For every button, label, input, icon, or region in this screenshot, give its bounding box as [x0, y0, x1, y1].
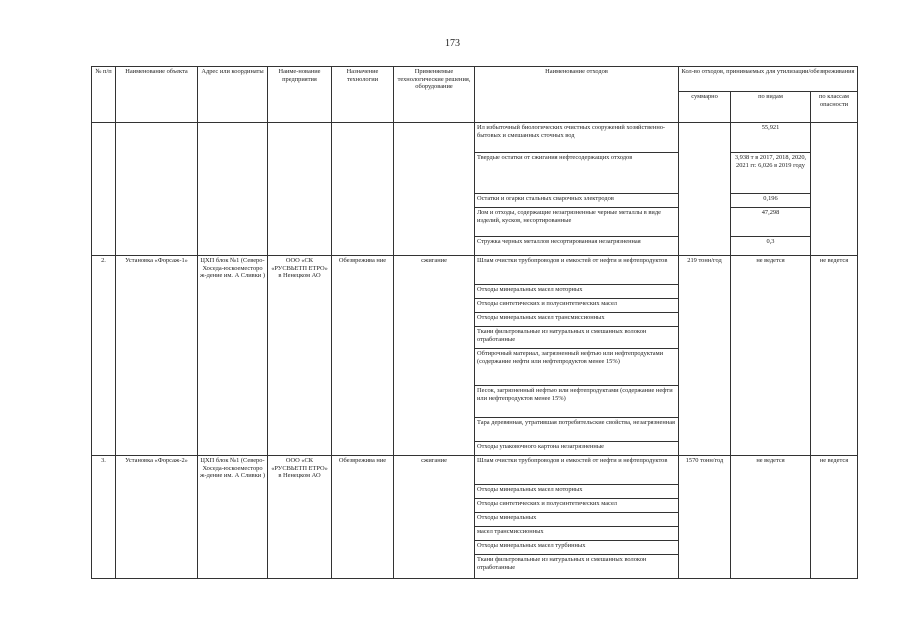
empty-num-cell: [92, 123, 116, 256]
entry-tech-cell: сжигание: [394, 256, 475, 456]
header-waste: Наименование отходов: [475, 67, 679, 123]
waste-name-cell: масел трансмиссионных: [475, 527, 679, 541]
waste-name-cell: Отходы минеральных масел турбинных: [475, 541, 679, 555]
empty-enterprise-cell: [268, 123, 332, 256]
waste-name-cell: Отходы синтетических и полусинтетических масел: [475, 299, 679, 313]
waste-name-cell: Лом и отходы, содержащие незагрязненные черные металлы в виде изделий, кусков, несортированные: [475, 208, 679, 237]
waste-name-cell: Ткани фильтровальные из натуральных и смешанных волокон отработанные: [475, 327, 679, 349]
entry-total-cell: 219 тонн/год: [679, 256, 731, 456]
header-enterprise: Наиме-нование предприятия: [268, 67, 332, 123]
header-num: № п/п: [92, 67, 116, 123]
entry-purpose-cell: Обезврежива ние: [332, 256, 394, 456]
empty-object-cell: [116, 123, 198, 256]
by-type-cell: 3,938 т в 2017, 2018, 2020, 2021 гг. 6,026 в 2019 году: [731, 153, 811, 194]
header-by-type: по видам: [731, 92, 811, 123]
table-row: [92, 256, 858, 285]
empty-class-cell: [811, 123, 858, 256]
empty-tech-cell: [394, 123, 475, 256]
header-amount: Кол-во отходов, принимаемых для утилизации/обезвреживания: [679, 67, 858, 92]
header-purpose: Назначение технологии: [332, 67, 394, 123]
by-type-cell: 47,298: [731, 208, 811, 237]
waste-name-cell: Песок, загрязненный нефтью или нефтепродуктами (содержание нефти или нефтепродуктов менее 15%): [475, 386, 679, 418]
entry-by-type-cell: не ведется: [731, 256, 811, 456]
waste-name-cell: Отходы минеральных масел моторных: [475, 285, 679, 299]
by-type-cell: 0,196: [731, 194, 811, 208]
entry-by-class-cell: не ведется: [811, 456, 858, 579]
entry-address-cell: ЦХП блок №1 (Северо-Хоседа-юскоеместоро ж-дение им. А Сливки ): [198, 256, 268, 456]
table-row: [92, 456, 858, 485]
waste-name-cell: Отходы минеральных масел моторных: [475, 485, 679, 499]
waste-name-cell: Отходы минеральных масел трансмиссионных: [475, 313, 679, 327]
empty-total-cell: [679, 123, 731, 256]
entry-tech-cell: сжигание: [394, 456, 475, 579]
header-tech: Применяемые технологические решения, оборудование: [394, 67, 475, 123]
waste-table: [91, 66, 858, 579]
entry-purpose-cell: Обезврежива ние: [332, 456, 394, 579]
entry-by-class-cell: не ведется: [811, 256, 858, 456]
entry-by-type-cell: не ведется: [731, 456, 811, 579]
entry-enterprise-cell: ООО «СК «РУСВЬЕТП ЕТРО» в Ненецком АО: [268, 256, 332, 456]
table-body: [92, 123, 858, 579]
waste-name-cell: Шлам очистки трубопроводов и емкостей от нефти и нефтепродуктов: [475, 256, 679, 285]
entry-object-cell: Установка «Форсаж-2»: [116, 456, 198, 579]
header-object: Наименование объекта: [116, 67, 198, 123]
waste-name-cell: Отходы упаковочного картона незагрязненные: [475, 442, 679, 456]
empty-purpose-cell: [332, 123, 394, 256]
entry-total-cell: 1570 тонн/год: [679, 456, 731, 579]
entry-num-cell: 3.: [92, 456, 116, 579]
entry-object-cell: Установка «Форсаж-1»: [116, 256, 198, 456]
waste-name-cell: Остатки и огарки стальных сварочных электродов: [475, 194, 679, 208]
header-total: суммарно: [679, 92, 731, 123]
header-address: Адрес или координаты: [198, 67, 268, 123]
entry-enterprise-cell: ООО «СК «РУСВЬЕТП ЕТРО» в Ненецком АО: [268, 456, 332, 579]
by-type-cell: 55,921: [731, 123, 811, 153]
waste-name-cell: Твердые остатки от сжигания нефтесодержащих отходов: [475, 153, 679, 194]
waste-name-cell: Отходы синтетических и полусинтетических масел: [475, 499, 679, 513]
waste-name-cell: Ил избыточный биологических очистных сооружений хозяйственно-бытовых и смешанных сточных вод: [475, 123, 679, 153]
table-row: [92, 123, 858, 153]
waste-name-cell: Отходы минеральных: [475, 513, 679, 527]
empty-address-cell: [198, 123, 268, 256]
waste-name-cell: Шлам очистки трубопроводов и емкостей от нефти и нефтепродуктов: [475, 456, 679, 485]
waste-name-cell: Стружка черных металлов несортированная незагрязненная: [475, 237, 679, 256]
header-by-class: по классам опасности: [811, 92, 858, 123]
entry-num-cell: 2.: [92, 256, 116, 456]
waste-name-cell: Обтирочный материал, загрязненный нефтью или нефтепродуктами (содержание нефти или нефтепродуктов менее 15%): [475, 349, 679, 386]
page-number: 173: [445, 38, 460, 49]
entry-address-cell: ЦХП блок №1 (Северо-Хоседа-юскоеместоро ж-дение им. А Сливки ): [198, 456, 268, 579]
by-type-cell: 0,3: [731, 237, 811, 256]
waste-name-cell: Тара деревянная, утратившая потребительские свойства, незагрязненная: [475, 418, 679, 442]
waste-name-cell: Ткани фильтровальные из натуральных и смешанных волокон отработанные: [475, 555, 679, 579]
header-row: [92, 67, 858, 92]
